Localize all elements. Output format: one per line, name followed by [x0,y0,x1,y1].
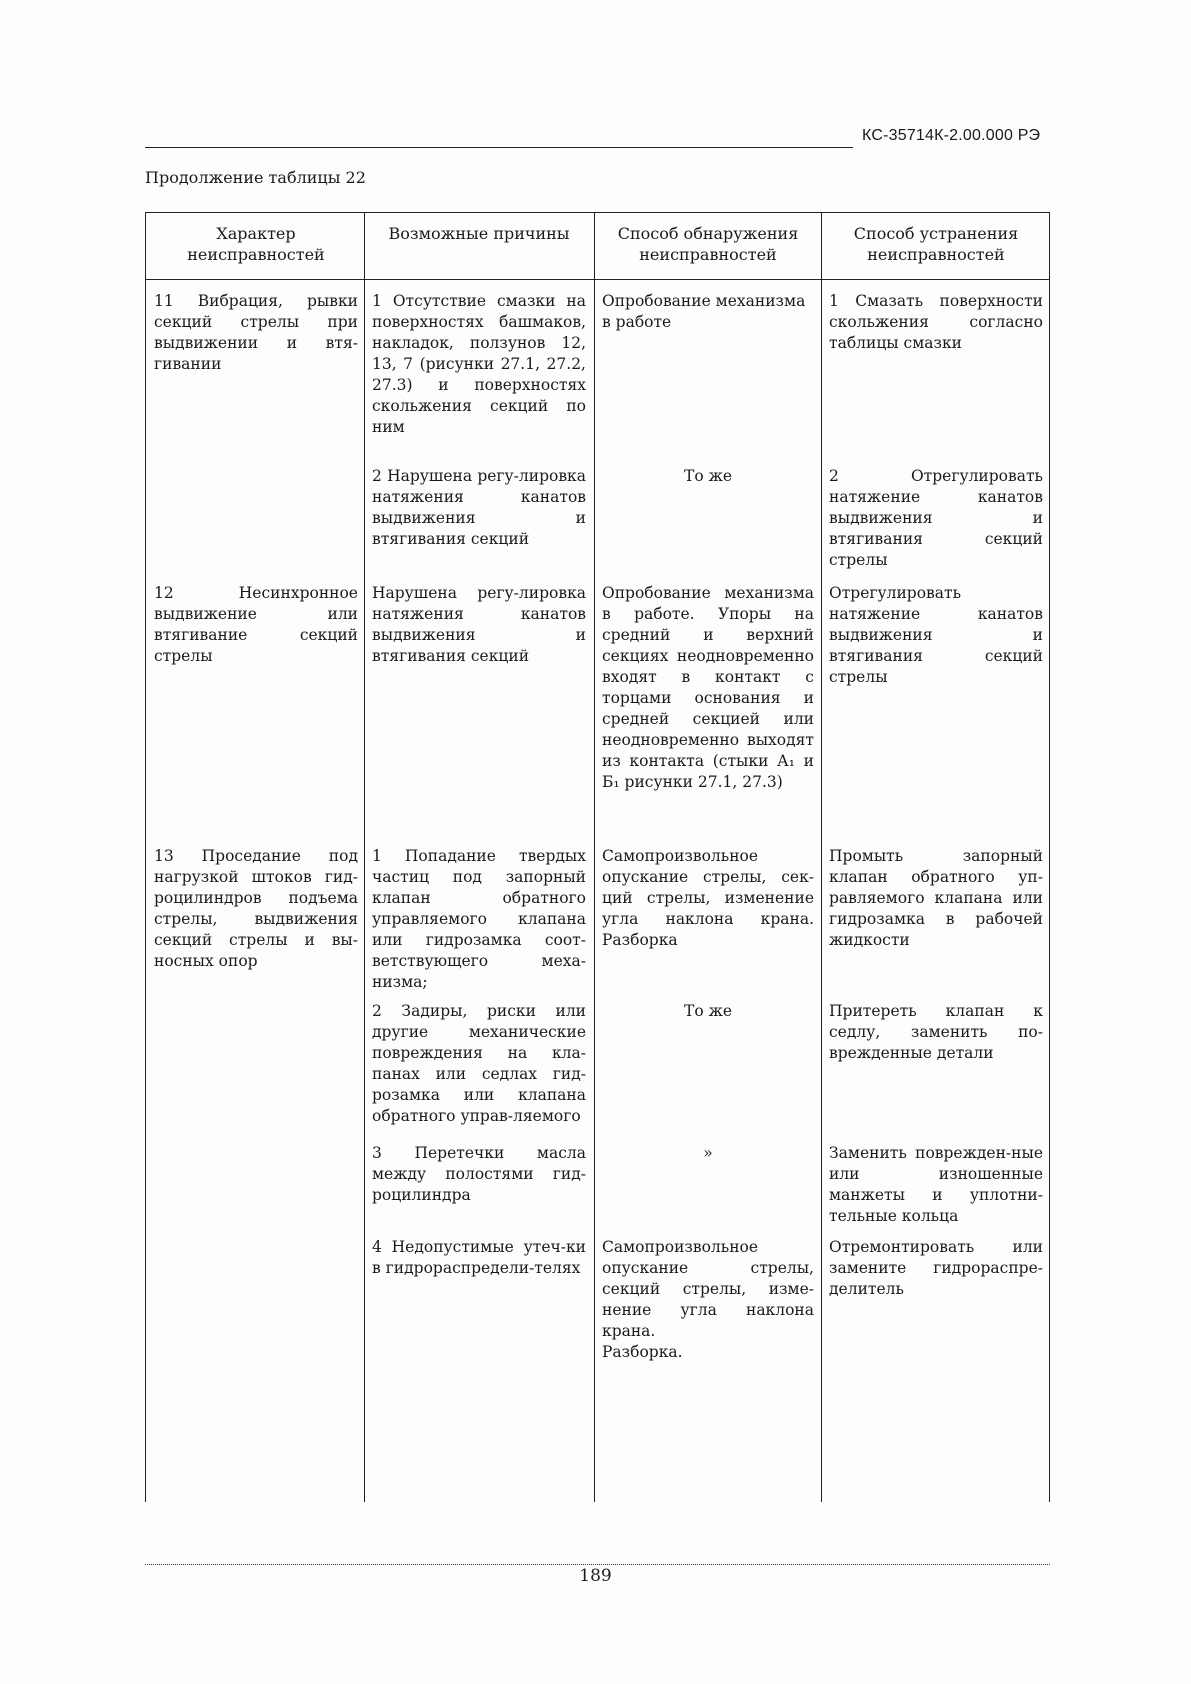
remedy-13-3: Заменить поврежден-ные или изношенные манжеты и уплотни-тельные кольца [829,1144,1043,1225]
cause-13-4: 4 Недопустимые утеч-ки в гидрораспредели-телях [372,1238,586,1277]
fault-11: 11 Вибрация, рывки секций стрелы при выдвижении и втя-гивании [154,292,358,373]
fault-13: 13 Проседание под нагрузкой штоков гид-роцилиндров подъема стрелы, выдвижения секций стрелы и вы-носных опор [154,847,358,970]
column-divider [594,213,595,1502]
fault-table [145,212,1050,1502]
cause-11-1: 1 Отсутствие смазки на поверхностях башмаков, накладок, ползунов 12, 13, 7 (рисунки 27.1, 27.2, 27.3) и поверхностях скольжения секций по ним [372,292,586,436]
detection-11-2: То же [683,467,733,485]
remedy-12: Отрегулировать натяжение канатов выдвижения и втягивания секций стрелы [829,584,1043,686]
document-code: КС-35714К-2.00.000 РЭ [862,127,1041,144]
cause-13-2: 2 Задиры, риски или другие механические повреждения на кла-панах или седлах гид-розамка или клапана обратного управ-ляемого [372,1002,586,1125]
cause-13-3: 3 Перетечки масла между полостями гид-роцилиндра [372,1144,586,1204]
remedy-13-1: Промыть запорный клапан обратного уп-равляемого клапана или гидрозамка в рабочей жидкости [829,847,1043,949]
column-header-remedy: Способ устранения неисправностей [853,224,1019,264]
detection-13-2: То же [683,1002,733,1020]
fault-12: 12 Несинхронное выдвижение или втягивание секций стрелы [154,584,358,665]
column-header-detection: Способ обнаружения неисправностей [617,224,799,264]
detection-13-4 [602,1237,814,1363]
remedy-11-1: 1 Смазать поверхности скольжения согласно таблицы смазки [829,292,1043,352]
column-header-cause: Возможные причины [388,224,570,243]
detection-13-4-disassembly: Разборка. [602,1343,683,1361]
detection-12: Опробование механизма в работе. Упоры на средний и верхний секциях неодновременно входят в контакт с торцами основания и средней секцией или неодновременно выходят из контакта (стыки А₁ и Б₁ рисунки 27.1, 27.3) [602,584,814,791]
header-divider [146,279,1049,280]
footer-rule [145,1564,1050,1565]
remedy-13-2: Притереть клапан к седлу, заменить по-врежденные детали [829,1002,1043,1062]
header-rule [145,147,853,148]
cause-12: Нарушена регу-лировка натяжения канатов выдвижения и втягивания секций [372,584,586,665]
detection-11-1: Опробование механизма в работе [602,292,806,331]
detection-13-4-text: Самопроизвольное опускание стрелы, секций стрелы, изме-нение угла наклона крана. [602,1238,814,1340]
remedy-13-4: Отремонтировать или замените гидрораспре-делитель [829,1238,1043,1298]
column-divider [364,213,365,1502]
column-header-fault: Характер неисправностей [187,224,325,264]
column-divider [821,213,822,1502]
table-caption: Продолжение таблицы 22 [145,168,366,187]
page-number: 189 [579,1566,612,1586]
detection-13-3: » [703,1144,713,1162]
detection-13-1: Самопроизвольное опускание стрелы, сек-ций стрелы, изменение угла наклона крана. Разборка [602,847,814,949]
cause-13-1: 1 Попадание твердых частиц под запорный клапан обратного управляемого клапана или гидрозамка соот-ветствующего меха-низма; [372,847,586,991]
cause-11-2: 2 Нарушена регу-лировка натяжения канатов выдвижения и втягивания секций [372,467,586,548]
remedy-11-2: 2 Отрегулировать натяжение канатов выдвижения и втягивания секций стрелы [829,467,1043,569]
